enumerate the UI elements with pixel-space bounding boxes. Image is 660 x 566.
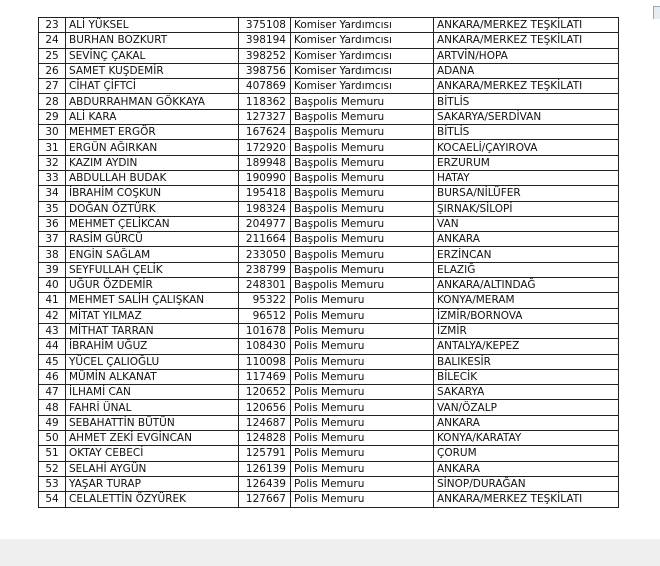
rank-title: Başpolis Memuru [291, 186, 434, 201]
table-row [39, 476, 619, 491]
registry-number: 195418 [239, 186, 291, 201]
assigned-location: ANKARA [434, 232, 619, 247]
assigned-location: İZMİR/BORNOVA [434, 308, 619, 323]
rank-title: Başpolis Memuru [291, 155, 434, 170]
assigned-location: ŞIRNAK/SİLOPİ [434, 201, 619, 216]
assigned-location: KONYA/MERAM [434, 293, 619, 308]
registry-number: 204977 [239, 216, 291, 231]
row-number: 30 [39, 125, 66, 140]
rank-title: Polis Memuru [291, 323, 434, 338]
person-name: İLHAMİ CAN [66, 385, 239, 400]
assigned-location: ANKARA/MERKEZ TEŞKİLATI [434, 492, 619, 507]
registry-number: 398756 [239, 63, 291, 78]
assigned-location: SAKARYA/SERDİVAN [434, 109, 619, 124]
rank-title: Başpolis Memuru [291, 201, 434, 216]
assigned-location: ANKARA/MERKEZ TEŞKİLATI [434, 79, 619, 94]
registry-number: 248301 [239, 278, 291, 293]
registry-number: 125791 [239, 446, 291, 461]
assigned-location: KONYA/KARATAY [434, 431, 619, 446]
registry-number: 124687 [239, 415, 291, 430]
row-number: 35 [39, 201, 66, 216]
person-name: UĞUR ÖZDEMİR [66, 278, 239, 293]
row-number: 41 [39, 293, 66, 308]
row-number: 40 [39, 278, 66, 293]
person-name: İBRAHİM COŞKUN [66, 186, 239, 201]
assigned-location: VAN [434, 216, 619, 231]
person-name: ABDULLAH BUDAK [66, 170, 239, 185]
row-number: 47 [39, 385, 66, 400]
registry-number: 238799 [239, 262, 291, 277]
person-name: KAZIM AYDIN [66, 155, 239, 170]
personnel-table [38, 17, 619, 508]
rank-title: Polis Memuru [291, 293, 434, 308]
table-row [39, 33, 619, 48]
row-number: 39 [39, 262, 66, 277]
table-row [39, 170, 619, 185]
person-name: CELALETTİN ÖZYÜREK [66, 492, 239, 507]
registry-number: 101678 [239, 323, 291, 338]
page-corner-icon [653, 6, 660, 19]
rank-title: Başpolis Memuru [291, 170, 434, 185]
person-name: ABDURRAHMAN GÖKKAYA [66, 94, 239, 109]
person-name: BURHAN BOZKURT [66, 33, 239, 48]
person-name: SEYFULLAH ÇELİK [66, 262, 239, 277]
row-number: 52 [39, 461, 66, 476]
rank-title: Polis Memuru [291, 308, 434, 323]
rank-title: Başpolis Memuru [291, 232, 434, 247]
registry-number: 126439 [239, 476, 291, 491]
table-row [39, 18, 619, 33]
row-number: 36 [39, 216, 66, 231]
person-name: ERGÜN AĞIRKAN [66, 140, 239, 155]
table-row [39, 247, 619, 262]
assigned-location: ANKARA/ALTINDAĞ [434, 278, 619, 293]
person-name: ALİ KARA [66, 109, 239, 124]
table-row [39, 201, 619, 216]
table-row [39, 293, 619, 308]
person-name: SAMET KUŞDEMİR [66, 63, 239, 78]
rank-title: Polis Memuru [291, 354, 434, 369]
registry-number: 233050 [239, 247, 291, 262]
rank-title: Polis Memuru [291, 446, 434, 461]
person-name: AHMET ZEKİ EVGİNCAN [66, 431, 239, 446]
row-number: 38 [39, 247, 66, 262]
assigned-location: ANKARA/MERKEZ TEŞKİLATI [434, 33, 619, 48]
row-number: 45 [39, 354, 66, 369]
rank-title: Komiser Yardımcısı [291, 33, 434, 48]
rank-title: Polis Memuru [291, 492, 434, 507]
rank-title: Polis Memuru [291, 476, 434, 491]
assigned-location: BALIKESİR [434, 354, 619, 369]
registry-number: 96512 [239, 308, 291, 323]
person-name: MEHMET ÇELİKCAN [66, 216, 239, 231]
person-name: SEVİNÇ ÇAKAL [66, 48, 239, 63]
table-row [39, 492, 619, 507]
rank-title: Başpolis Memuru [291, 125, 434, 140]
registry-number: 117469 [239, 369, 291, 384]
assigned-location: ADANA [434, 63, 619, 78]
row-number: 29 [39, 109, 66, 124]
table-row [39, 155, 619, 170]
person-name: MİTAT YILMAZ [66, 308, 239, 323]
table-row [39, 323, 619, 338]
assigned-location: ANKARA [434, 461, 619, 476]
assigned-location: SAKARYA [434, 385, 619, 400]
row-number: 42 [39, 308, 66, 323]
registry-number: 95322 [239, 293, 291, 308]
assigned-location: VAN/ÖZALP [434, 400, 619, 415]
table-row [39, 400, 619, 415]
registry-number: 398252 [239, 48, 291, 63]
registry-number: 110098 [239, 354, 291, 369]
person-name: OKTAY CEBECİ [66, 446, 239, 461]
rank-title: Polis Memuru [291, 400, 434, 415]
row-number: 37 [39, 232, 66, 247]
rank-title: Komiser Yardımcısı [291, 63, 434, 78]
table-row [39, 216, 619, 231]
registry-number: 126139 [239, 461, 291, 476]
registry-number: 189948 [239, 155, 291, 170]
registry-number: 398194 [239, 33, 291, 48]
registry-number: 172920 [239, 140, 291, 155]
rank-title: Başpolis Memuru [291, 140, 434, 155]
person-name: MÜMİN ALKANAT [66, 369, 239, 384]
table-row [39, 308, 619, 323]
row-number: 53 [39, 476, 66, 491]
registry-number: 198324 [239, 201, 291, 216]
assigned-location: ARTVİN/HOPA [434, 48, 619, 63]
row-number: 26 [39, 63, 66, 78]
row-number: 28 [39, 94, 66, 109]
row-number: 50 [39, 431, 66, 446]
registry-number: 375108 [239, 18, 291, 33]
person-name: MEHMET ERGÖR [66, 125, 239, 140]
rank-title: Komiser Yardımcısı [291, 18, 434, 33]
person-name: RASİM GÜRCÜ [66, 232, 239, 247]
rank-title: Başpolis Memuru [291, 262, 434, 277]
rank-title: Başpolis Memuru [291, 278, 434, 293]
assigned-location: ÇORUM [434, 446, 619, 461]
registry-number: 407869 [239, 79, 291, 94]
person-name: CİHAT ÇİFTCİ [66, 79, 239, 94]
table-row [39, 278, 619, 293]
assigned-location: ERZİNCAN [434, 247, 619, 262]
row-number: 23 [39, 18, 66, 33]
table-row [39, 140, 619, 155]
rank-title: Başpolis Memuru [291, 109, 434, 124]
rank-title: Başpolis Memuru [291, 94, 434, 109]
assigned-location: İZMİR [434, 323, 619, 338]
assigned-location: HATAY [434, 170, 619, 185]
person-name: SEBAHATTİN BÜTÜN [66, 415, 239, 430]
table-row [39, 48, 619, 63]
table-row [39, 94, 619, 109]
assigned-location: BİLECİK [434, 369, 619, 384]
row-number: 32 [39, 155, 66, 170]
row-number: 49 [39, 415, 66, 430]
registry-number: 211664 [239, 232, 291, 247]
personnel-table-body [39, 18, 619, 508]
person-name: DOĞAN ÖZTÜRK [66, 201, 239, 216]
assigned-location: BURSA/NİLÜFER [434, 186, 619, 201]
person-name: ALİ YÜKSEL [66, 18, 239, 33]
row-number: 43 [39, 323, 66, 338]
assigned-location: ANKARA/MERKEZ TEŞKİLATI [434, 18, 619, 33]
table-row [39, 186, 619, 201]
assigned-location: ERZURUM [434, 155, 619, 170]
table-row [39, 354, 619, 369]
table-row [39, 109, 619, 124]
table-row [39, 415, 619, 430]
table-row [39, 369, 619, 384]
row-number: 34 [39, 186, 66, 201]
row-number: 33 [39, 170, 66, 185]
table-row [39, 461, 619, 476]
registry-number: 167624 [239, 125, 291, 140]
table-row [39, 79, 619, 94]
row-number: 31 [39, 140, 66, 155]
assigned-location: ELAZIĞ [434, 262, 619, 277]
row-number: 51 [39, 446, 66, 461]
registry-number: 108430 [239, 339, 291, 354]
assigned-location: BİTLİS [434, 94, 619, 109]
assigned-location: ANKARA [434, 415, 619, 430]
table-row [39, 125, 619, 140]
person-name: YAŞAR TURAP [66, 476, 239, 491]
person-name: ENGİN SAĞLAM [66, 247, 239, 262]
registry-number: 127667 [239, 492, 291, 507]
registry-number: 120656 [239, 400, 291, 415]
table-row [39, 339, 619, 354]
rank-title: Polis Memuru [291, 415, 434, 430]
table-row [39, 431, 619, 446]
person-name: İBRAHİM UĞUZ [66, 339, 239, 354]
assigned-location: ANTALYA/KEPEZ [434, 339, 619, 354]
registry-number: 124828 [239, 431, 291, 446]
rank-title: Komiser Yardımcısı [291, 48, 434, 63]
assigned-location: SİNOP/DURAĞAN [434, 476, 619, 491]
registry-number: 118362 [239, 94, 291, 109]
row-number: 44 [39, 339, 66, 354]
row-number: 24 [39, 33, 66, 48]
rank-title: Başpolis Memuru [291, 247, 434, 262]
person-name: MEHMET SALİH ÇALIŞKAN [66, 293, 239, 308]
bottom-gray-bar [0, 539, 660, 566]
row-number: 25 [39, 48, 66, 63]
row-number: 46 [39, 369, 66, 384]
rank-title: Polis Memuru [291, 369, 434, 384]
registry-number: 127327 [239, 109, 291, 124]
person-name: YÜCEL ÇALIOĞLU [66, 354, 239, 369]
rank-title: Polis Memuru [291, 461, 434, 476]
row-number: 27 [39, 79, 66, 94]
rank-title: Polis Memuru [291, 339, 434, 354]
table-row [39, 385, 619, 400]
table-row [39, 262, 619, 277]
registry-number: 120652 [239, 385, 291, 400]
person-name: SELAHİ AYGÜN [66, 461, 239, 476]
rank-title: Komiser Yardımcısı [291, 79, 434, 94]
table-row [39, 446, 619, 461]
table-row [39, 63, 619, 78]
rank-title: Başpolis Memuru [291, 216, 434, 231]
rank-title: Polis Memuru [291, 385, 434, 400]
registry-number: 190990 [239, 170, 291, 185]
person-name: MİTHAT TARRAN [66, 323, 239, 338]
table-row [39, 232, 619, 247]
assigned-location: KOCAELİ/ÇAYIROVA [434, 140, 619, 155]
assigned-location: BİTLİS [434, 125, 619, 140]
person-name: FAHRİ ÜNAL [66, 400, 239, 415]
row-number: 48 [39, 400, 66, 415]
rank-title: Polis Memuru [291, 431, 434, 446]
row-number: 54 [39, 492, 66, 507]
